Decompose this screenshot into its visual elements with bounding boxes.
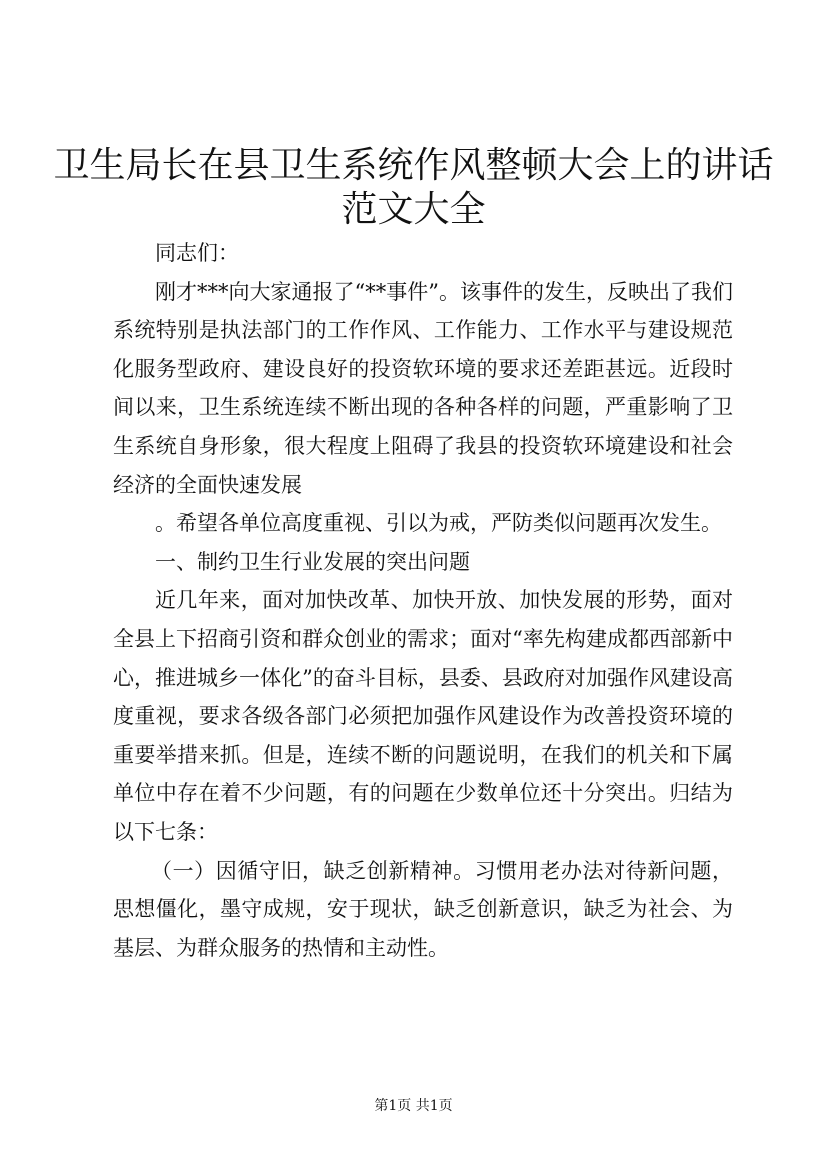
section-heading-1: 一、制约卫生行业发展的突出问题 xyxy=(155,549,470,574)
salutation: 同志们： xyxy=(155,241,239,265)
document-body xyxy=(113,234,733,967)
paragraph-hope: 。希望各单位高度重视、引以为戒，严防类似问题再次发生。 xyxy=(155,511,722,536)
document-title-line2: 范文大全 xyxy=(341,189,486,230)
paragraph-item-1: （一）因循守旧，缺乏创新精神。习惯用老办法对待新问题，思想僵化，墨守成规，安于现状，缺乏创新意识，缺乏为社会、为基层、为群众服务的热情和主动性。 xyxy=(113,858,733,960)
paragraph-recent-years: 近几年来，面对加快改革、加快开放、加快发展的形势，面对全县上下招商引资和群众创业的需求；面对“率先构建成都西部新中心，推进城乡一体化”的奋斗目标，县委、县政府对加强作风建设高度重视，要求各级各部门必须把加强作风建设作为改善投资环境的重要举措来抓。但是，连续不断的问题说明，在我们的机关和下属单位中存在着不少问题，有的问题在少数单位还十分突出。归结为以下七条： xyxy=(113,588,733,844)
page-number-footer: 第1页 共1页 xyxy=(374,1098,453,1114)
paragraph-intro: 刚才***向大家通报了“**事件”。该事件的发生，反映出了我们系统特别是执法部门的工作作风、工作能力、工作水平与建设规范化服务型政府、建设良好的投资软环境的要求还差距甚远。近段时间以来，卫生系统连续不断出现的各种各样的问题，严重影响了卫生系统自身形象，很大程度上阻碍了我县的投资软环境建设和社会经济的全面快速发展 xyxy=(113,279,733,497)
document-title-line1: 卫生局长在县卫生系统作风整顿大会上的讲话 xyxy=(53,145,774,186)
